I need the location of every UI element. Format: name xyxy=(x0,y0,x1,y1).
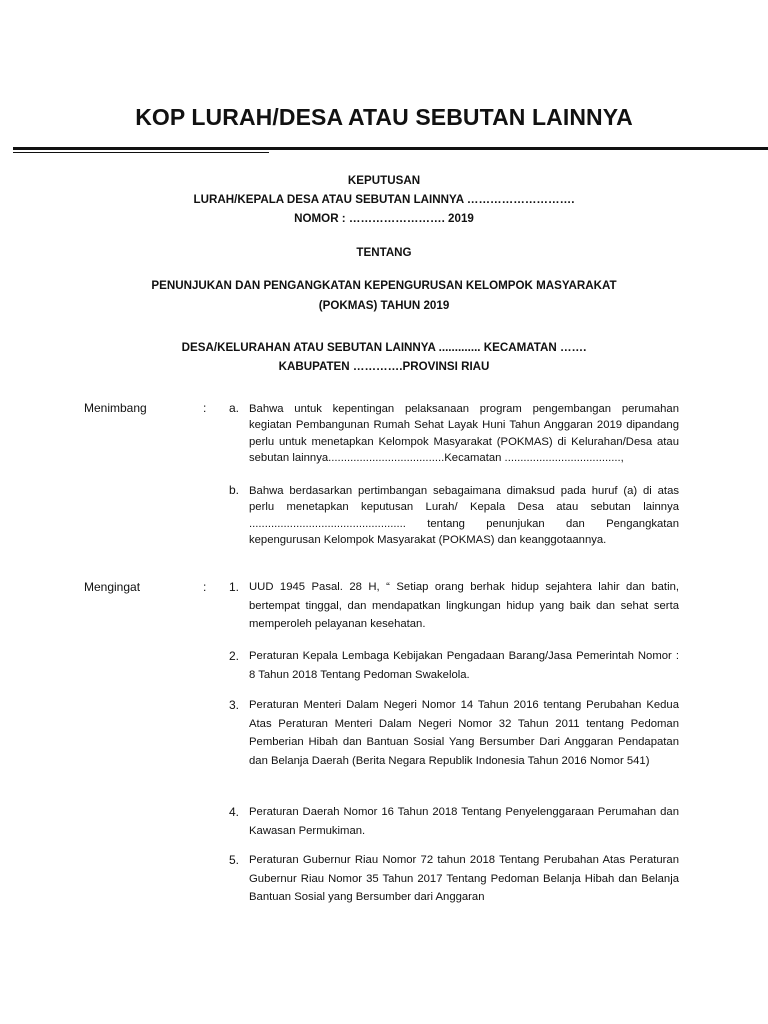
mengingat-colon: : xyxy=(203,580,207,594)
decree-number: NOMOR : ……………………. 2019 xyxy=(294,212,474,225)
menimbang-colon: : xyxy=(203,401,207,415)
decree-subject-line2: (POKMAS) TAHUN 2019 xyxy=(318,299,450,312)
mengingat-3-marker: 3. xyxy=(229,698,240,712)
mengingat-label: Mengingat xyxy=(84,580,141,594)
letterhead-rule-thick xyxy=(13,147,768,150)
mengingat-3-text: Peraturan Menteri Dalam Negeri Nomor 14 Tahun 2016 tentang Perubahan Kedua Atas Peraturan Menteri Dalam Negeri Nomor 32 Tahun 2011 tentang Pedoman Pemberian Hibah dan Bantuan Sosial Yang Bersumber Dari Anggaran Pendapatan dan Belanja Daerah (Berita Negara Republik Indonesia Tahun 2016 Nomor 541) xyxy=(249,699,679,767)
menimbang-b-marker: b. xyxy=(229,483,240,497)
menimbang-a-marker: a. xyxy=(229,401,240,415)
letterhead-rule-thin xyxy=(13,152,269,153)
decree-subject-line1: PENUNJUKAN DAN PENGANGKATAN KEPENGURUSAN KELOMPOK MASYARAKAT xyxy=(151,279,617,292)
tentang-heading: TENTANG xyxy=(356,246,412,259)
decree-heading: KEPUTUSAN xyxy=(347,174,421,187)
menimbang-a-text: Bahwa untuk kepentingan pelaksanaan program pengembangan perumahan kegiatan Pembangunan Rumah Sehat Layak Huni Tahun Anggaran 2019 dipandang perlu untuk menetapkan Kelompok Masyarakat (POKMAS) di Kelurahan/Desa atau sebutan lainnya.....................................Kecamatan ....................................., xyxy=(249,403,679,464)
region-line1: DESA/KELURAHAN ATAU SEBUTAN LAINNYA ............. KECAMATAN ……. xyxy=(181,341,587,354)
mengingat-4-marker: 4. xyxy=(229,805,240,819)
mengingat-2-marker: 2. xyxy=(229,649,240,663)
mengingat-1-text: UUD 1945 Pasal. 28 H, “ Setiap orang berhak hidup sejahtera lahir dan batin, bertempat tinggal, dan mendapatkan lingkungan hidup yang baik dan sehat serta memperoleh pelayanan kesehatan. xyxy=(249,581,679,631)
mengingat-1-marker: 1. xyxy=(229,580,240,594)
menimbang-label: Menimbang xyxy=(84,401,147,415)
mengingat-5-text: Peraturan Gubernur Riau Nomor 72 tahun 2018 Tentang Perubahan Atas Peraturan Gubernur Riau Nomor 35 Tahun 2017 Tentang Pedoman Belanja Hibah dan Belanja Bantuan Sosial yang Bersumber dari Anggaran xyxy=(249,854,679,904)
decree-issuer: LURAH/KEPALA DESA ATAU SEBUTAN LAINNYA ………………………. xyxy=(193,193,575,206)
letterhead-title: KOP LURAH/DESA ATAU SEBUTAN LAINNYA xyxy=(135,104,633,130)
menimbang-b-text: Bahwa berdasarkan pertimbangan sebagaimana dimaksud pada huruf (a) di atas perlu menetapkan keputusan Lurah/ Kepala Desa atau sebutan lainnya .................................................. tentang penunjukan dan Pengangkatan kepengurusan Kelompok Masyarakat (POKMAS) dan keanggotaannya. xyxy=(249,485,679,546)
mengingat-2-text: Peraturan Kepala Lembaga Kebijakan Pengadaan Barang/Jasa Pemerintah Nomor : 8 Tahun 2018 Tentang Pedoman Swakelola. xyxy=(249,650,679,681)
mengingat-4-text: Peraturan Daerah Nomor 16 Tahun 2018 Tentang Penyelenggaraan Perumahan dan Kawasan Permukiman. xyxy=(249,806,679,837)
region-line2: KABUPATEN ………….PROVINSI RIAU xyxy=(278,360,490,373)
mengingat-5-marker: 5. xyxy=(229,853,240,867)
